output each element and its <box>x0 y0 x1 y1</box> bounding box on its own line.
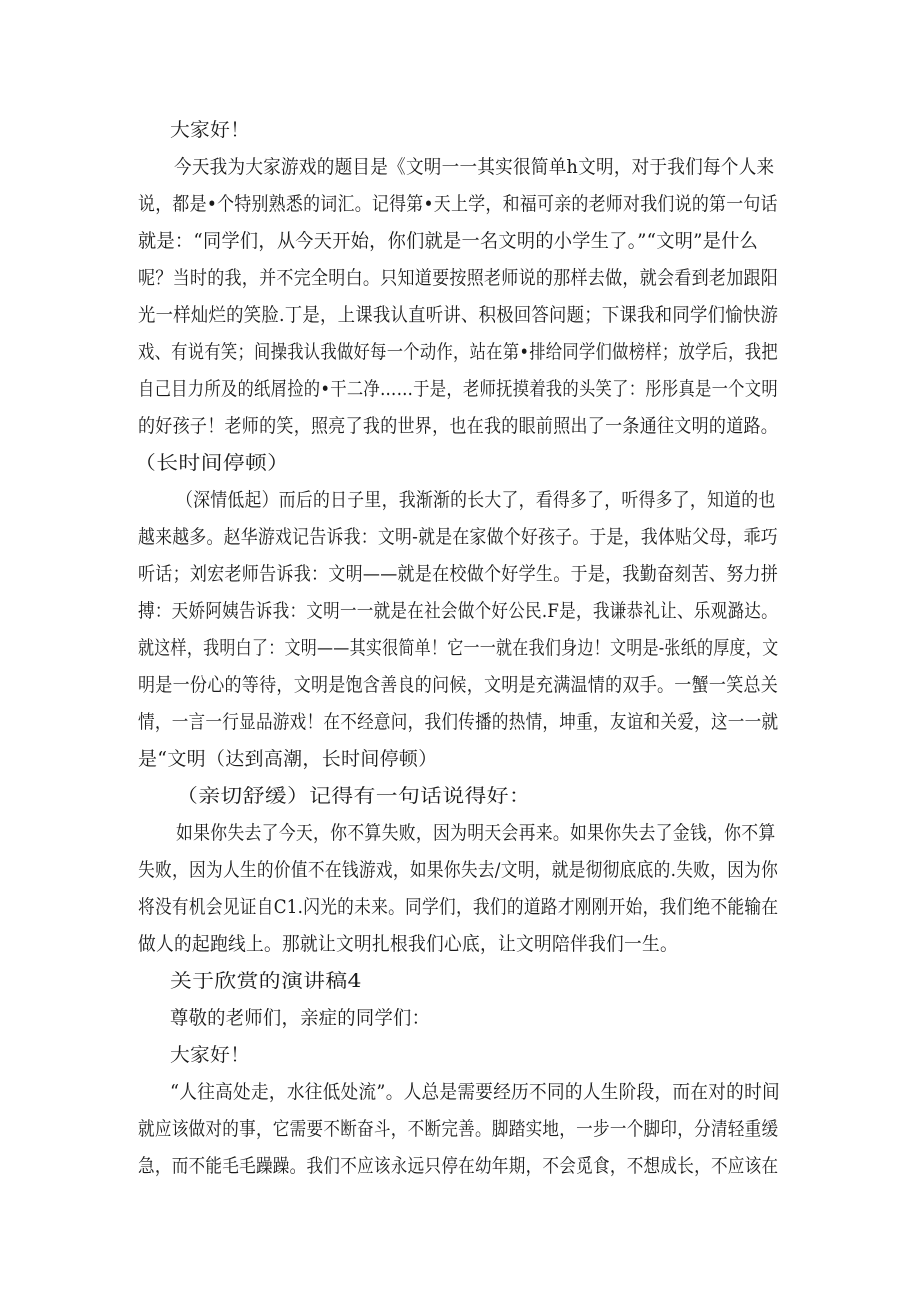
stage-direction: （长时间停顿） <box>134 452 290 474</box>
paragraph-line: 搏：天娇阿姨告诉我：文明一一就是在社会做个好公民.F是，我谦恭礼让、乐观潞达。 <box>138 600 778 622</box>
paragraph-line: 光一样灿烂的笑脸.丁是，上课我认直听讲、积极回答问题；下课我和同学们愉快游 <box>138 304 779 326</box>
paragraph-line: 听话；刘宏老师告诉我：文明——就是在校做个好学生。于是，我勤奋刻苦、努力拼 <box>138 563 779 585</box>
paragraph-line: 今天我为大家游戏的题目是《文明一一其实很简单h文明，对于我们每个人来 <box>174 156 775 178</box>
paragraph-line: 做人的起跑线上。那就让文明扎根我们心底，让文明陪伴我们一生。 <box>138 933 679 955</box>
paragraph-line: 如果你失去了今天，你不算失败，因为明天会再来。如果你失去了金钱，你不算 <box>176 822 776 844</box>
paragraph-line: 就应该做对的事，它需要不断奋斗，不断完善。脚踏实地，一步一个脚印，分清轻重缓 <box>138 1118 779 1140</box>
paragraph-line: 的好孩子！老师的笑，照亮了我的世界，也在我的眼前照出了一条通往文明的道路。 <box>138 415 779 437</box>
greeting-line: 大家好！ <box>170 119 251 141</box>
paragraph-line: 说，都是•个特别熟悉的词汇。记得第•天上学，和福可亲的老师对我们说的第一句话 <box>138 193 778 215</box>
paragraph-line: 就是：“同学们，从今天开始，你们就是一名文明的小学生了。”“文明”是什么 <box>138 230 759 252</box>
paragraph-line: 明是一份心的等待，文明是饱含善良的问候，文明是充满温情的双手。一蟹一笑总关 <box>138 674 779 696</box>
salutation-line: 尊敬的老师们，亲症的同学们： <box>170 1007 431 1029</box>
paragraph-line: 急，而不能毛毛躁躁。我们不应该永远只停在幼年期，不会觅食，不想成长，不应该在 <box>138 1155 779 1177</box>
paragraph-line: “人往高处走，水往低处流”。人总是需要经历不同的人生阶段，而在对的时间 <box>170 1081 780 1103</box>
paragraph-line: 是“文明（达到高潮，长时间停顿） <box>138 748 438 770</box>
section-heading: 关于欣赏的演讲稿4 <box>170 970 362 992</box>
paragraph-line: 情，一言一行显品游戏！在不经意问，我们传播的热情，坤重，友谊和关爱，这一一就 <box>138 711 779 733</box>
paragraph-line: 失败，因为人生的价值不在钱游戏，如果你失去/文明，就是彻彻底底的.失败，因为你 <box>138 859 779 881</box>
paragraph-line: 将没有机会见证自C1.闪光的未来。同学们，我们的道路才刚刚开始，我们绝不能输在 <box>138 896 779 918</box>
paragraph-line: 戏、有说有笑；间操我认我做好每一个动作，站在第•排给同学们做榜样；放学后，我把 <box>138 341 778 363</box>
greeting-line: 大家好！ <box>170 1044 251 1066</box>
paragraph-line: 就这样，我明白了：文明——其实很简单！它一一就在我们身边！文明是-张纸的厚度，文 <box>138 637 779 659</box>
stage-direction: （亲切舒缓）记得有一句话说得好： <box>176 785 532 807</box>
paragraph-line: 自己目力所及的纸屑捡的•干二净……于是，老师抚摸着我的头笑了：彤彤真是一个文明 <box>138 378 778 400</box>
paragraph-line: （深情低起）而后的日子里，我渐渐的长大了，看得多了，听得多了，知道的也 <box>176 489 776 511</box>
paragraph-line: 越来越多。赵华游戏记告诉我：文明-就是在家做个好孩子。于是，我体贴父母，乖巧 <box>138 526 778 548</box>
paragraph-line: 呢？当时的我，并不完全明白。只知道要按照老师说的那样去做，就会看到老加跟阳 <box>138 267 779 289</box>
